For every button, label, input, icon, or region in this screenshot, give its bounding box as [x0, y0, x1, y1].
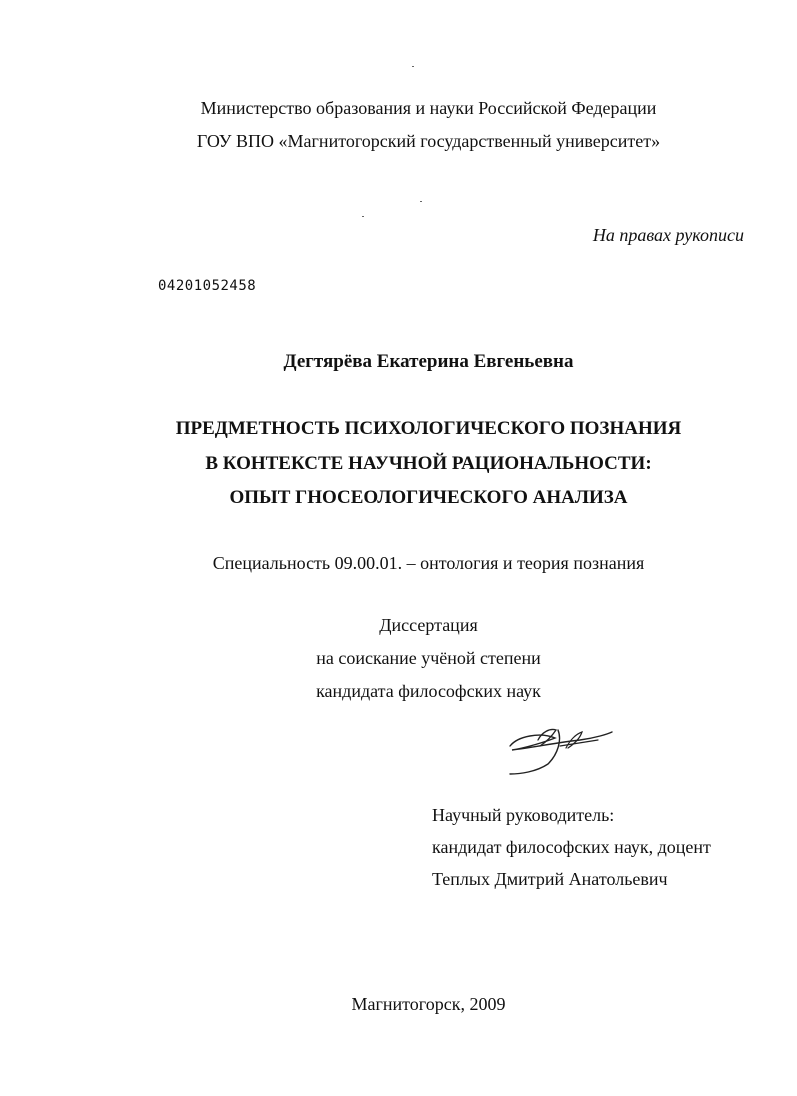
university-line: ГОУ ВПО «Магнитогорский государственный университет» [196, 131, 661, 151]
supervisor-label: Научный руководитель: [432, 805, 615, 825]
supervisor-degree: кандидат философских наук, доцент [432, 837, 711, 857]
title-line-1: ПРЕДМЕТНОСТЬ ПСИХОЛОГИЧЕСКОГО ПОЗНАНИЯ [175, 418, 682, 439]
scan-speck [412, 66, 414, 67]
archive-number: 04201052458 [158, 278, 257, 294]
dissertation-line-1: Диссертация [379, 615, 478, 635]
scan-speck [420, 201, 422, 202]
specialty-line: Специальность 09.00.01. – онтология и теория познания [212, 553, 645, 573]
rights-note: На правах рукописи [592, 225, 744, 245]
title-line-3: ОПЫТ ГНОСЕОЛОГИЧЕСКОГО АНАЛИЗА [229, 487, 628, 508]
signature [500, 718, 620, 778]
scan-speck [362, 216, 364, 217]
ministry-line: Министерство образования и науки Российской Федерации [200, 98, 657, 118]
city-year: Магнитогорск, 2009 [351, 994, 506, 1014]
dissertation-line-3: кандидата философских наук [316, 681, 541, 701]
supervisor-name: Теплых Дмитрий Анатольевич [432, 869, 668, 889]
author-name: Дегтярёва Екатерина Евгеньевна [283, 351, 574, 372]
dissertation-line-2: на соискание учёной степени [316, 648, 541, 668]
title-line-2: В КОНТЕКСТЕ НАУЧНОЙ РАЦИОНАЛЬНОСТИ: [205, 453, 652, 474]
